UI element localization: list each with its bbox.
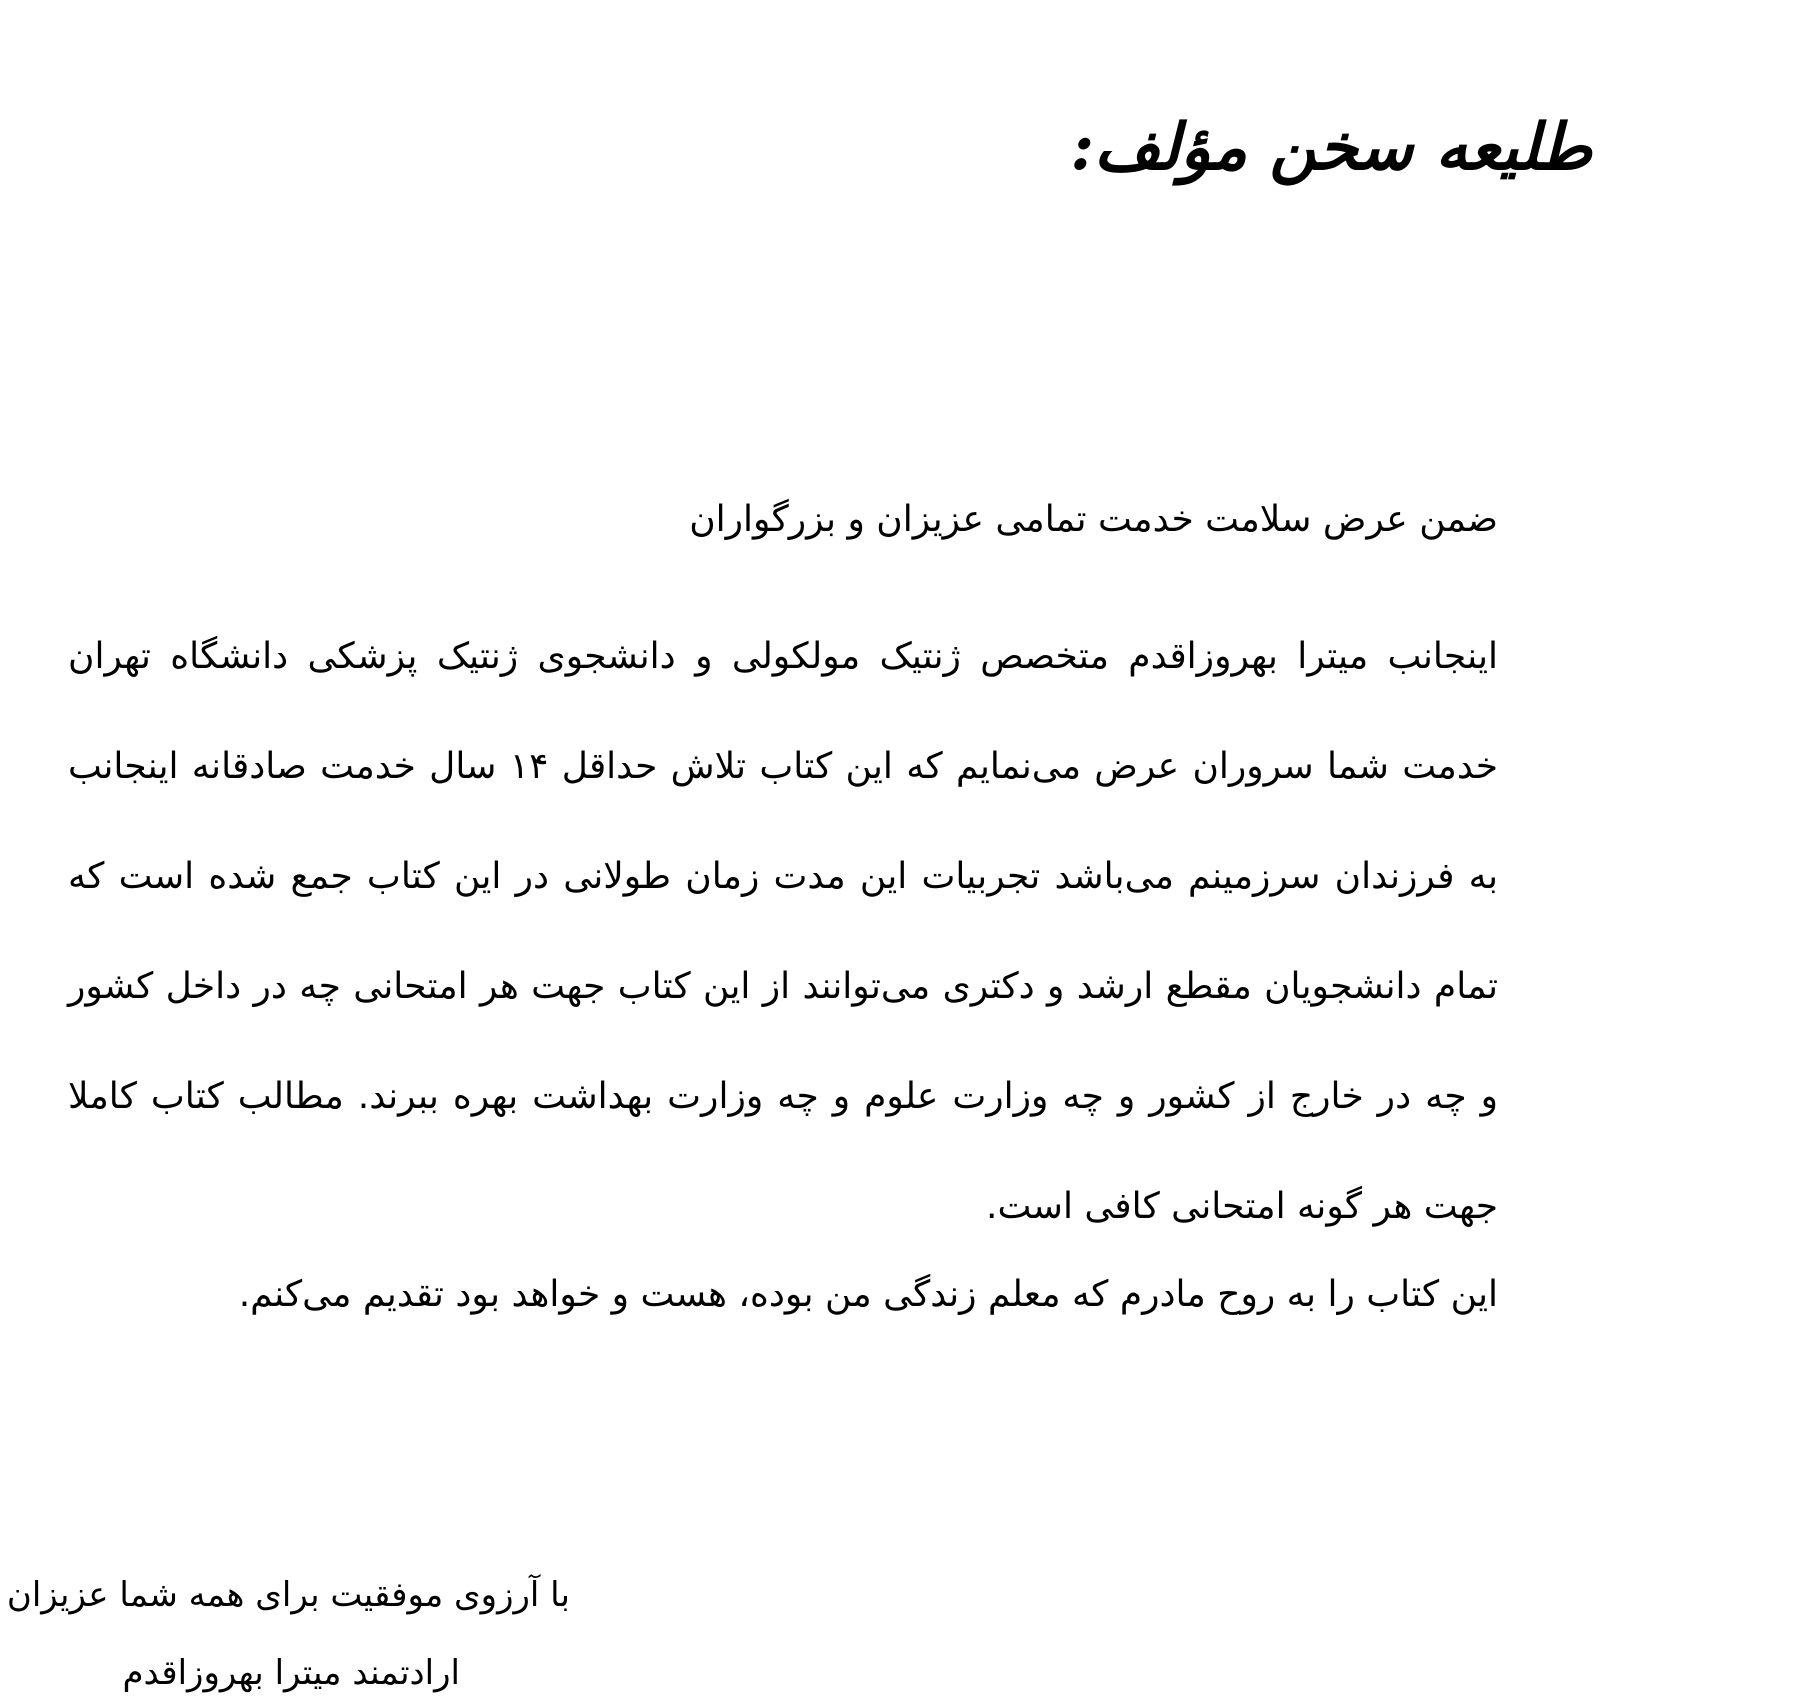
dedication-line: این کتاب را به روح مادرم که معلم زندگی من بوده، هست و خواهد بود تقدیم می‌کنم.: [238, 1274, 1498, 1315]
page-heading: طلیعه سخن مؤلف:: [1070, 110, 1592, 185]
closing-signature: ارادتمند میترا بهروزاقدم: [122, 1653, 460, 1693]
closing-block: [6, 1565, 570, 1703]
body-paragraph: اینجانب میترا بهروزاقدم متخصص ژنتیک مولکولی و دانشجوی ژنتیک پزشکی دانشگاه تهران خدمت شما سروران عرض می‌نمایم که این کتاب تلاش حداقل ۱۴ سال خدمت صادقانه اینجانب به فرزندان سرزمینم می‌باشد تجربیات این مدت زمان طولانی در این کتاب جمع شده است که تمام دانشجویان مقطع ارشد و دکتری می‌توانند از این کتاب جهت هر امتحانی چه در داخل کشور و چه در خارج از کشور و چه وزارت علوم و چه وزارت بهداشت بهره ببرند. مطالب کتاب کاملا جهت هر گونه امتحانی کافی است.: [68, 636, 1498, 1227]
greeting-line: ضمن عرض سلامت خدمت تمامی عزیزان و بزرگواران: [689, 499, 1498, 540]
closing-wish: با آرزوی موفقیت برای همه شما عزیزان: [6, 1575, 570, 1615]
